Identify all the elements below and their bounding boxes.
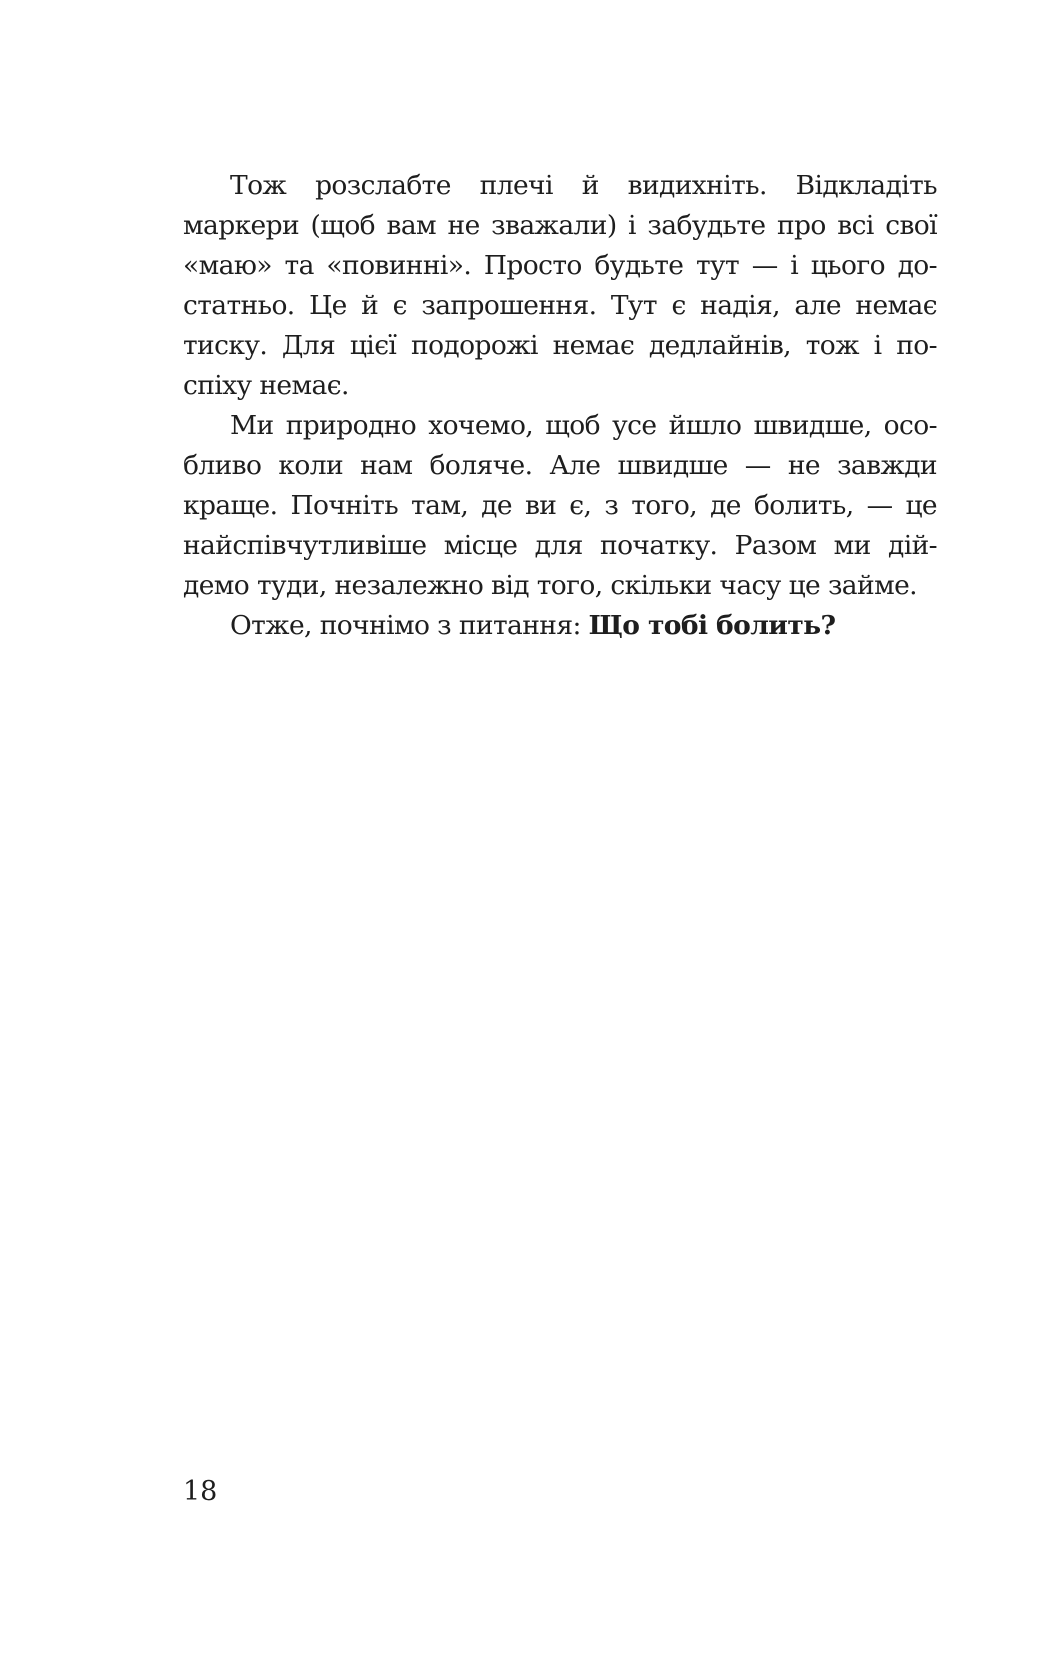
paragraph-relax <box>183 166 937 406</box>
question-intro: Отже, почнімо з питання: <box>230 610 589 641</box>
paragraph-speed <box>183 406 937 606</box>
body-text <box>183 166 937 646</box>
text-line: статньо. Це й є запрошення. Тут є надія, але немає <box>183 290 937 321</box>
text-line: Тож розслабте плечі й видихніть. Відкладіть <box>230 170 937 201</box>
paragraph-question <box>183 606 937 646</box>
text-line: тиску. Для цієї подорожі немає дедлайнів, тож і по- <box>183 330 937 361</box>
text-line: спіху немає. <box>183 370 349 401</box>
text-line: маркери (щоб вам не зважали) і забудьте про всі свої <box>183 210 937 241</box>
text-line: бливо коли нам боляче. Але швидше — не завжди <box>183 450 937 481</box>
text-line: «маю» та «повинні». Просто будьте тут — і цього до- <box>183 250 937 281</box>
text-line <box>183 606 937 646</box>
text-line: найспівчутливіше місце для початку. Разом ми дій- <box>183 530 937 561</box>
text-line: краще. Почніть там, де ви є, з того, де болить, — це <box>183 490 937 521</box>
text-line: демо туди, незалежно від того, скільки часу це займе. <box>183 570 917 601</box>
question-bold: Що тобі болить? <box>588 610 836 641</box>
page-number: 18 <box>183 1476 218 1507</box>
text-line: Ми природно хочемо, щоб усе йшло швидше, осо- <box>230 410 937 441</box>
